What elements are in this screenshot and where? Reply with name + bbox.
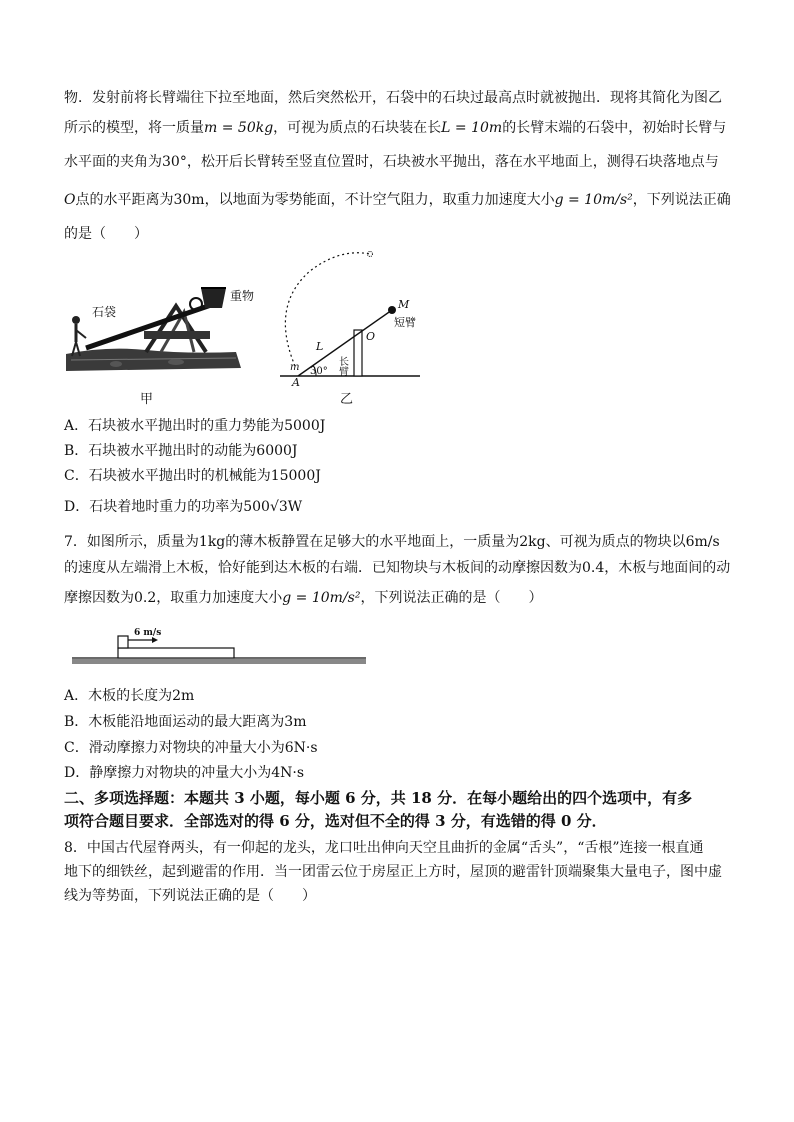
label-point-a: A bbox=[292, 376, 300, 386]
q6-line2-part-a: 所示的模型，将一质量 bbox=[64, 120, 204, 136]
figure-block-on-board bbox=[72, 624, 372, 670]
q7-option-b[interactable]: B．木板能沿地面运动的最大距离为3m bbox=[64, 714, 307, 730]
q6-option-a[interactable]: A．石块被水平抛出时的重力势能为5000J bbox=[64, 418, 326, 434]
q7-line3-part-b: ，下列说法正确的是（ ） bbox=[360, 590, 543, 606]
label-pivot-o: O bbox=[366, 330, 376, 343]
q7-line3-part-a: 摩擦因数为0.2，取重力加速度大小 bbox=[64, 590, 283, 606]
q6-option-b[interactable]: B．石块被水平抛出时的动能为6000J bbox=[64, 443, 298, 459]
q8-text-line-3: 线为等势面，下列说法正确的是（ ） bbox=[64, 888, 316, 904]
q6-gravity-value: g = 10m/s² bbox=[554, 192, 633, 208]
section-2-header-line-2: 项符合题目要求．全部选对的得 6 分，选对但不全的得 3 分，有选错的得 0 分． bbox=[64, 812, 607, 830]
q6-option-c[interactable]: C．石块被水平抛出时的机械能为15000J bbox=[64, 468, 321, 484]
label-point-m-upper: M bbox=[398, 298, 410, 311]
q7-text-line-3 bbox=[64, 588, 542, 608]
q6-text-line-3: 水平面的夹角为30°，松开后长臂转至竖直位置时，石块被水平抛出，落在水平地面上，测得石块落地点与 bbox=[64, 154, 719, 170]
section-2-header-line-1: 二、多项选择题：本题共 3 小题，每小题 6 分，共 18 分．在每小题给出的四个选项中，有多 bbox=[64, 789, 693, 807]
figure-jia-label: 甲 bbox=[140, 392, 154, 407]
q8-text-line-2: 地下的细铁丝，起到避雷的作用．当一团雷云位于房屋正上方时，屋顶的避雷针顶端聚集大量电子，图中虚 bbox=[64, 864, 722, 880]
q6-text-line-4 bbox=[64, 190, 731, 210]
q7-option-d[interactable]: D．静摩擦力对物块的冲量大小为4N·s bbox=[64, 765, 305, 781]
q7-text-line-2: 的速度从左端滑上木板，恰好能到达木板的右端．已知物块与木板间的动摩擦因数为0.4，木板与地面间的动 bbox=[64, 560, 731, 576]
q6-mass-value: m = 50kg bbox=[204, 120, 274, 136]
label-angle-30: 30° bbox=[310, 366, 328, 377]
label-long-arm: 长臂 bbox=[336, 356, 348, 376]
figure-trebuchet-illustration bbox=[66, 276, 256, 386]
q6-line4-part-c: ，下列说法正确 bbox=[632, 192, 731, 208]
q6-line4-part-b: 点的水平距离为30m，以地面为零势能面，不计空气阻力，取重力加速度大小 bbox=[75, 192, 555, 208]
q6-line2-part-c: 的长臂末端的石袋中，初始时长臂与 bbox=[502, 120, 727, 136]
q8-text-line-1: 8．中国古代屋脊两头，有一仰起的龙头，龙口吐出伸向天空且曲折的金属“舌头”，“舌根”连接一根直通 bbox=[64, 840, 704, 856]
q7-option-c[interactable]: C．滑动摩擦力对物块的冲量大小为6N·s bbox=[64, 740, 318, 756]
q6-text-line-1: 物．发射前将长臂端往下拉至地面，然后突然松开，石袋中的石块过最高点时就被抛出．现将其简化为图乙 bbox=[64, 90, 722, 106]
q7-text-line-1: 7．如图所示，质量为1kg的薄木板静置在足够大的水平地面上，一质量为2kg、可视为质点的物块以6m/s bbox=[64, 534, 720, 550]
q6-length-value: L = 10m bbox=[441, 120, 503, 136]
label-short-arm: 短臂 bbox=[394, 316, 416, 329]
figure-yi-label: 乙 bbox=[340, 392, 354, 407]
q6-text-line-5: 的是（ ） bbox=[64, 226, 148, 242]
q7-option-a[interactable]: A．木板的长度为2m bbox=[64, 688, 195, 704]
q6-text-line-2 bbox=[64, 118, 726, 138]
label-length-l: L bbox=[316, 340, 324, 353]
q6-line2-part-b: ，可视为质点的石块装在长 bbox=[273, 120, 442, 136]
label-mass-m: m bbox=[290, 362, 300, 373]
label-counterweight: 重物 bbox=[230, 289, 255, 303]
figure-simplified-model bbox=[270, 246, 430, 386]
q7-gravity-value: g = 10m/s² bbox=[282, 590, 361, 606]
label-stone-bag: 石袋 bbox=[92, 305, 117, 319]
q6-option-d[interactable]: D．石块着地时重力的功率为500√3W bbox=[64, 499, 303, 515]
q6-point-o: O bbox=[64, 192, 76, 208]
label-velocity: 6 m/s bbox=[134, 628, 162, 638]
